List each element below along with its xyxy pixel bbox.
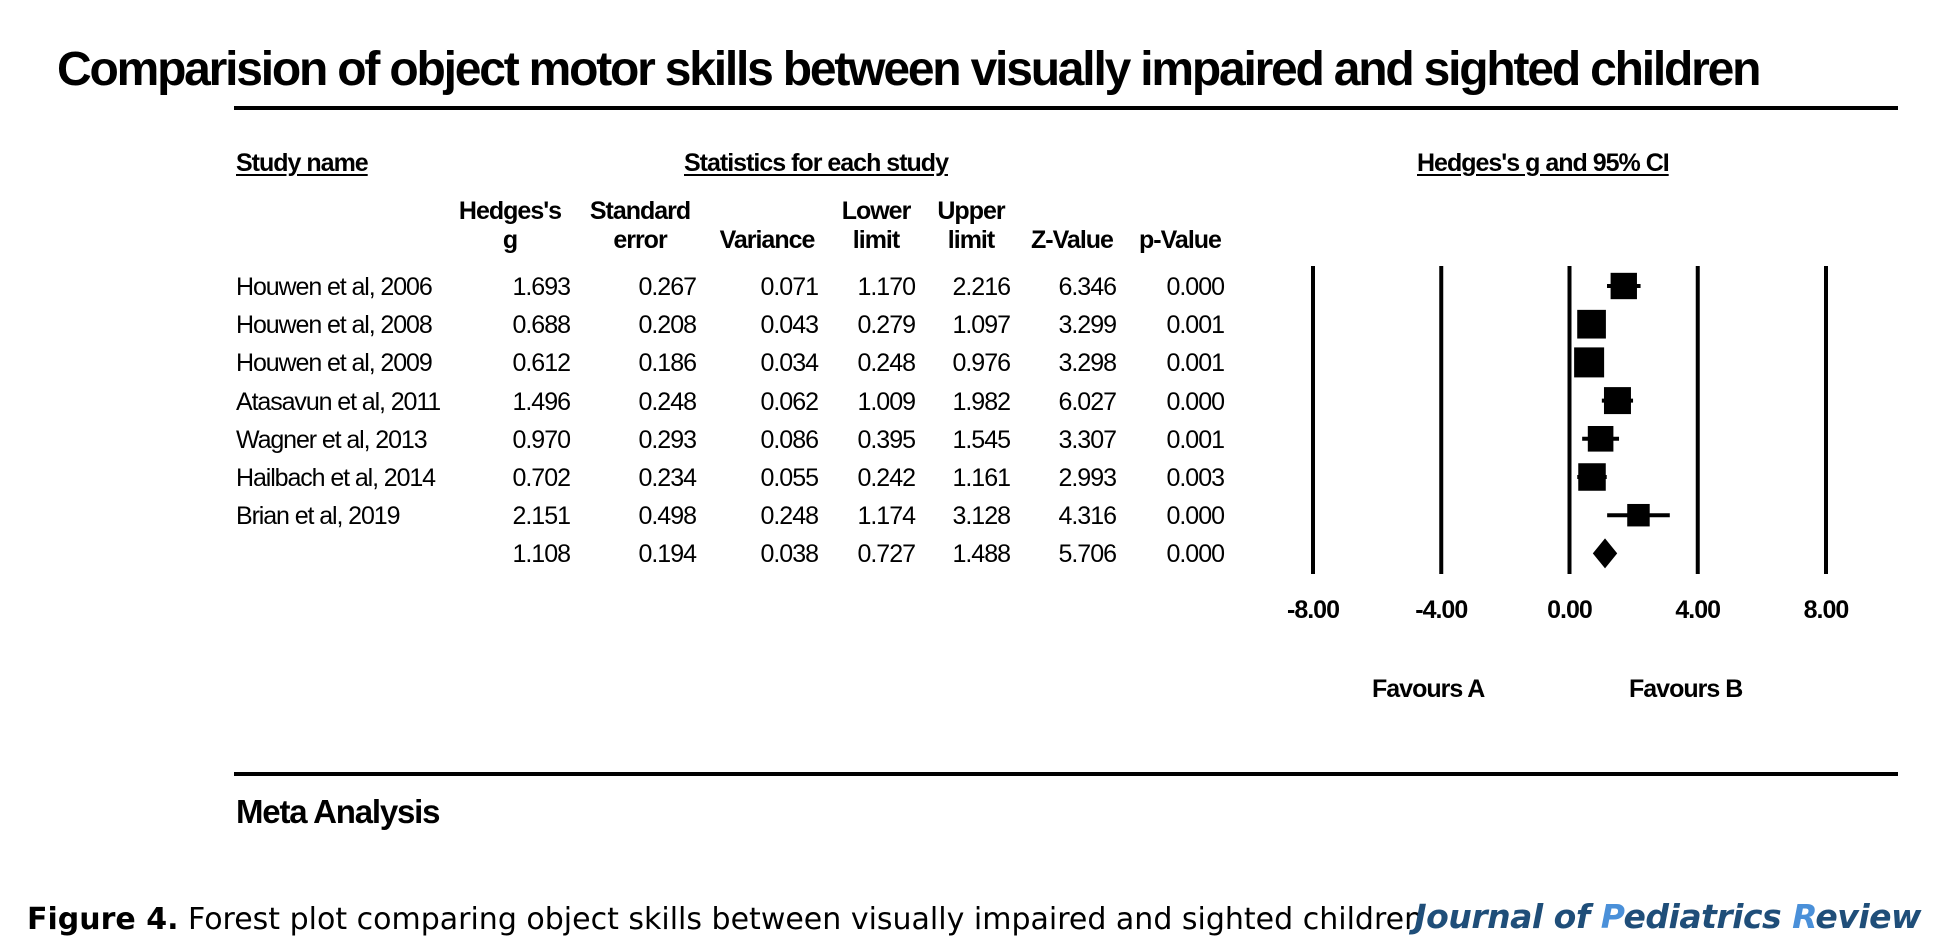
figure-caption bbox=[27, 902, 1423, 937]
hedges-g-cell: 0.612 bbox=[512, 349, 570, 378]
x-tick-label: -4.00 bbox=[1415, 596, 1468, 624]
p-value-cell: 0.000 bbox=[1166, 387, 1224, 416]
z-value-cell: 6.346 bbox=[1058, 273, 1116, 301]
hedges-g-cell: 2.151 bbox=[512, 502, 570, 531]
hedges-g-cell: 1.496 bbox=[512, 387, 570, 416]
column-header-line1: Lower bbox=[841, 197, 911, 225]
lower-limit-cell: 0.279 bbox=[857, 311, 915, 340]
standard-error-cell: 0.186 bbox=[638, 349, 696, 378]
column-header-line2: Variance bbox=[719, 226, 815, 254]
study-name-cell: Atasavun et al, 2011 bbox=[236, 387, 441, 416]
column-header-line2: limit bbox=[852, 226, 900, 254]
column-header-line1: Hedges's bbox=[458, 197, 562, 225]
p-value-cell: 0.000 bbox=[1166, 540, 1224, 569]
lower-limit-cell: 1.174 bbox=[857, 502, 915, 531]
study-point bbox=[1577, 310, 1606, 339]
journal-accent-p: P bbox=[1600, 897, 1624, 936]
summary-diamond bbox=[1593, 538, 1617, 568]
journal-part1: Journal of bbox=[1414, 897, 1601, 936]
bottom-rule bbox=[234, 772, 1898, 776]
study-name-cell: Wagner et al, 2013 bbox=[236, 425, 427, 454]
upper-limit-cell: 1.982 bbox=[952, 387, 1010, 416]
standard-error-cell: 0.267 bbox=[638, 273, 696, 301]
z-value-cell: 5.706 bbox=[1058, 540, 1116, 569]
hedges-g-cell: 0.970 bbox=[512, 425, 570, 454]
upper-limit-cell: 1.097 bbox=[952, 311, 1010, 340]
variance-cell: 0.071 bbox=[760, 273, 818, 301]
figure-title: Comparision of object motor skills between visually impaired and sighted children bbox=[57, 43, 1760, 96]
column-header-line2: limit bbox=[947, 226, 995, 254]
header-study-name: Study name bbox=[236, 149, 368, 177]
lower-limit-cell: 0.242 bbox=[857, 464, 915, 492]
lower-limit-cell: 1.009 bbox=[857, 387, 915, 416]
variance-cell: 0.055 bbox=[760, 464, 818, 492]
study-name-cell: Hailbach et al, 2014 bbox=[236, 464, 435, 492]
variance-cell: 0.034 bbox=[760, 349, 818, 378]
favours-b-label: Favours B bbox=[1629, 675, 1743, 703]
p-value-cell: 0.001 bbox=[1166, 349, 1224, 378]
column-header-line1: Standard bbox=[589, 197, 691, 225]
variance-cell: 0.062 bbox=[760, 387, 818, 416]
caption-text: Forest plot comparing object skills between visually impaired and sighted children bbox=[178, 902, 1424, 937]
variance-cell: 0.038 bbox=[760, 540, 818, 569]
study-point bbox=[1604, 387, 1631, 414]
favours-a-label: Favours A bbox=[1372, 675, 1485, 703]
z-value-cell: 3.298 bbox=[1058, 349, 1116, 378]
standard-error-cell: 0.248 bbox=[638, 387, 696, 416]
lower-limit-cell: 1.170 bbox=[857, 273, 915, 301]
z-value-cell: 3.307 bbox=[1058, 425, 1116, 454]
z-value-cell: 4.316 bbox=[1058, 502, 1116, 531]
column-header-line2: g bbox=[502, 226, 518, 254]
x-tick-label: 0.00 bbox=[1547, 596, 1592, 624]
upper-limit-cell: 3.128 bbox=[952, 502, 1010, 531]
standard-error-cell: 0.208 bbox=[638, 311, 696, 340]
upper-limit-cell: 1.545 bbox=[952, 425, 1010, 454]
study-name-cell: Houwen et al, 2006 bbox=[236, 273, 432, 301]
study-point bbox=[1578, 463, 1606, 491]
column-header-line1: Upper bbox=[937, 197, 1005, 225]
column-header-line2: Z-Value bbox=[1031, 226, 1113, 254]
z-value-cell: 2.993 bbox=[1058, 464, 1116, 492]
standard-error-cell: 0.498 bbox=[638, 502, 696, 531]
standard-error-cell: 0.194 bbox=[638, 540, 696, 569]
study-name-cell: Brian et al, 2019 bbox=[236, 502, 400, 531]
study-point bbox=[1574, 347, 1604, 377]
study-name-cell: Houwen et al, 2009 bbox=[236, 349, 432, 378]
standard-error-cell: 0.293 bbox=[638, 425, 696, 454]
journal-logo bbox=[1414, 897, 1921, 936]
lower-limit-cell: 0.248 bbox=[857, 349, 915, 378]
x-tick-label: 8.00 bbox=[1803, 596, 1849, 624]
z-value-cell: 3.299 bbox=[1058, 311, 1116, 340]
column-header-line2: p-Value bbox=[1139, 226, 1221, 254]
study-name-cell: Houwen et al, 2008 bbox=[236, 311, 432, 340]
study-point bbox=[1611, 273, 1637, 299]
lower-limit-cell: 0.727 bbox=[857, 540, 915, 569]
journal-part3: eview bbox=[1815, 897, 1921, 936]
p-value-cell: 0.001 bbox=[1166, 425, 1224, 454]
standard-error-cell: 0.234 bbox=[638, 464, 696, 492]
lower-limit-cell: 0.395 bbox=[857, 425, 915, 454]
p-value-cell: 0.000 bbox=[1166, 273, 1224, 301]
meta-analysis-label: Meta Analysis bbox=[236, 793, 440, 830]
header-plot: Hedges's g and 95% CI bbox=[1417, 149, 1669, 177]
column-header-line2: error bbox=[613, 226, 667, 254]
variance-cell: 0.086 bbox=[760, 425, 818, 454]
hedges-g-cell: 1.693 bbox=[512, 273, 570, 301]
p-value-cell: 0.003 bbox=[1166, 464, 1224, 492]
hedges-g-cell: 1.108 bbox=[512, 540, 570, 569]
p-value-cell: 0.001 bbox=[1166, 311, 1224, 340]
variance-cell: 0.043 bbox=[760, 311, 818, 340]
upper-limit-cell: 0.976 bbox=[952, 349, 1010, 378]
hedges-g-cell: 0.688 bbox=[512, 311, 570, 340]
upper-limit-cell: 1.488 bbox=[952, 540, 1010, 569]
upper-limit-cell: 2.216 bbox=[952, 273, 1010, 301]
x-tick-label: -8.00 bbox=[1287, 596, 1339, 624]
hedges-g-cell: 0.702 bbox=[512, 464, 570, 492]
x-tick-label: 4.00 bbox=[1675, 596, 1721, 624]
study-point bbox=[1588, 426, 1614, 452]
journal-part2: ediatrics bbox=[1623, 897, 1793, 936]
caption-label: Figure 4. bbox=[27, 902, 179, 937]
header-statistics: Statistics for each study bbox=[684, 149, 948, 177]
upper-limit-cell: 1.161 bbox=[952, 464, 1010, 492]
p-value-cell: 0.000 bbox=[1166, 502, 1224, 531]
study-point bbox=[1627, 504, 1649, 526]
z-value-cell: 6.027 bbox=[1058, 387, 1116, 416]
journal-accent-r: R bbox=[1792, 897, 1816, 936]
variance-cell: 0.248 bbox=[760, 502, 818, 531]
